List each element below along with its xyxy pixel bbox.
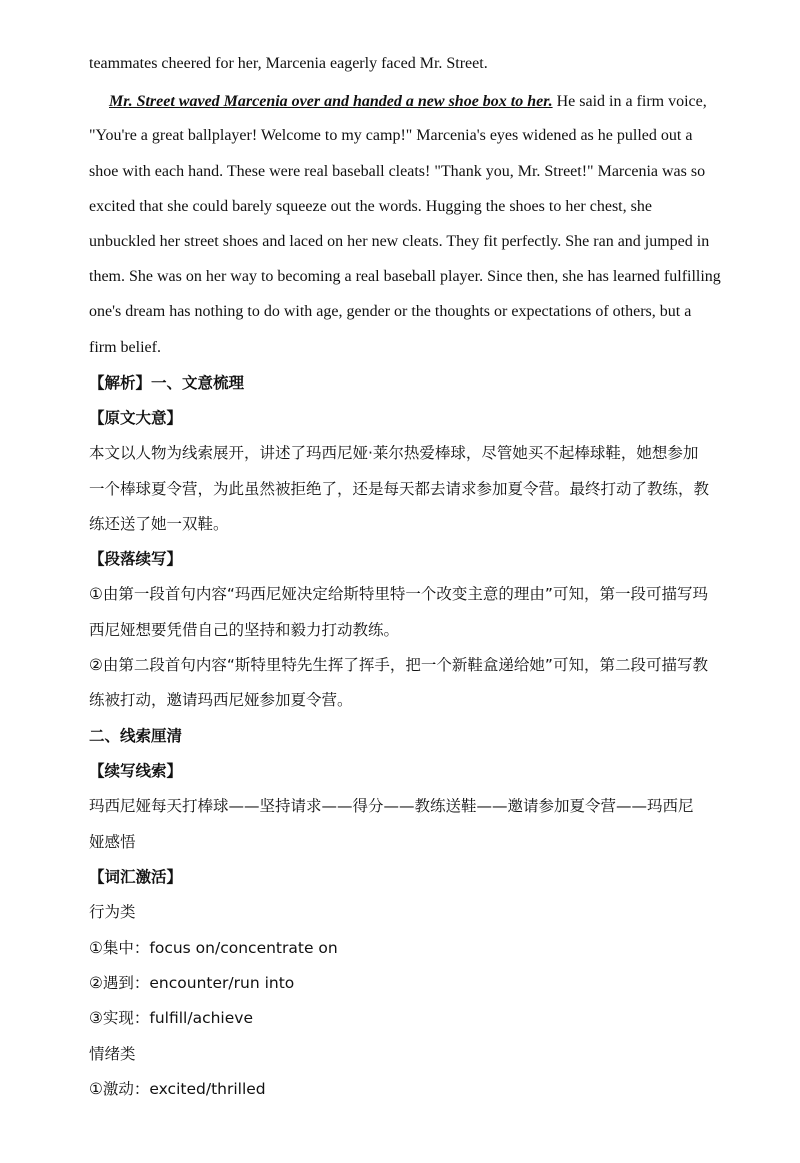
- clue-line: 娅感悟: [89, 833, 136, 851]
- passage-line: shoe with each hand. These were real baseball cleats! "Thank you, Mr. Street!" Marcenia was so: [89, 163, 706, 180]
- behavior-category: 行为类: [89, 903, 136, 921]
- vocab-heading: 【词汇激活】: [89, 868, 183, 886]
- summary-line: 本文以人物为线索展开，讲述了玛西尼娅·莱尔热爱棒球，尽管她买不起棒球鞋，她想参加: [89, 444, 699, 462]
- passage-line: one's dream has nothing to do with age, gender or the thoughts or expectations of others, but a: [89, 303, 692, 320]
- continuation-line: ②由第二段首句内容“斯特里特先生挥了挥手，把一个新鞋盒递给她”可知，第二段可描写教: [89, 656, 708, 674]
- summary-line: 一个棒球夏令营，为此虽然被拒绝了，还是每天都去请求参加夏令营。最终打动了教练，教: [89, 480, 710, 498]
- passage-line: excited that she could barely squeeze out the words. Hugging the shoes to her chest, she: [89, 198, 652, 215]
- passage-text: He said in a firm voice,: [552, 93, 707, 110]
- clue-section-heading: 二、线索厘清: [89, 727, 183, 745]
- vocab-item: ③实现：fulfill/achieve: [89, 1009, 253, 1027]
- emotion-category: 情绪类: [89, 1045, 136, 1063]
- vocab-item: ①激动：excited/thrilled: [89, 1080, 266, 1098]
- passage-line: firm belief.: [89, 339, 161, 356]
- summary-line: 练还送了她一双鞋。: [89, 515, 229, 533]
- underlined-key-sentence: Mr. Street waved Marcenia over and handed a new shoe box to her.: [109, 93, 553, 110]
- continuation-line: ①由第一段首句内容“玛西尼娅决定给斯特里特一个改变主意的理由”可知，第一段可描写玛: [89, 585, 708, 603]
- clue-heading: 【续写线索】: [89, 762, 183, 780]
- analysis-heading: 【解析】一、文意梳理: [89, 374, 245, 392]
- continuation-heading: 【段落续写】: [89, 550, 183, 568]
- passage-line: unbuckled her street shoes and laced on her new cleats. They fit perfectly. She ran and jumped in: [89, 233, 710, 250]
- vocab-item: ②遇到：encounter/run into: [89, 974, 295, 992]
- summary-heading: 【原文大意】: [89, 409, 183, 427]
- passage-line: teammates cheered for her, Marcenia eagerly faced Mr. Street.: [89, 55, 488, 72]
- passage-line: them. She was on her way to becoming a real baseball player. Since then, she has learned fulfilling: [89, 268, 721, 285]
- continuation-line: 练被打动，邀请玛西尼娅参加夏令营。: [89, 691, 353, 709]
- clue-line: 玛西尼娅每天打棒球——坚持请求——得分——教练送鞋——邀请参加夏令营——玛西尼: [89, 797, 694, 815]
- continuation-line: 西尼娅想要凭借自己的坚持和毅力打动教练。: [89, 621, 400, 639]
- passage-line: [109, 92, 707, 112]
- passage-line: "You're a great ballplayer! Welcome to my camp!" Marcenia's eyes widened as he pulled out a: [89, 127, 693, 144]
- vocab-item: ①集中：focus on/concentrate on: [89, 939, 338, 957]
